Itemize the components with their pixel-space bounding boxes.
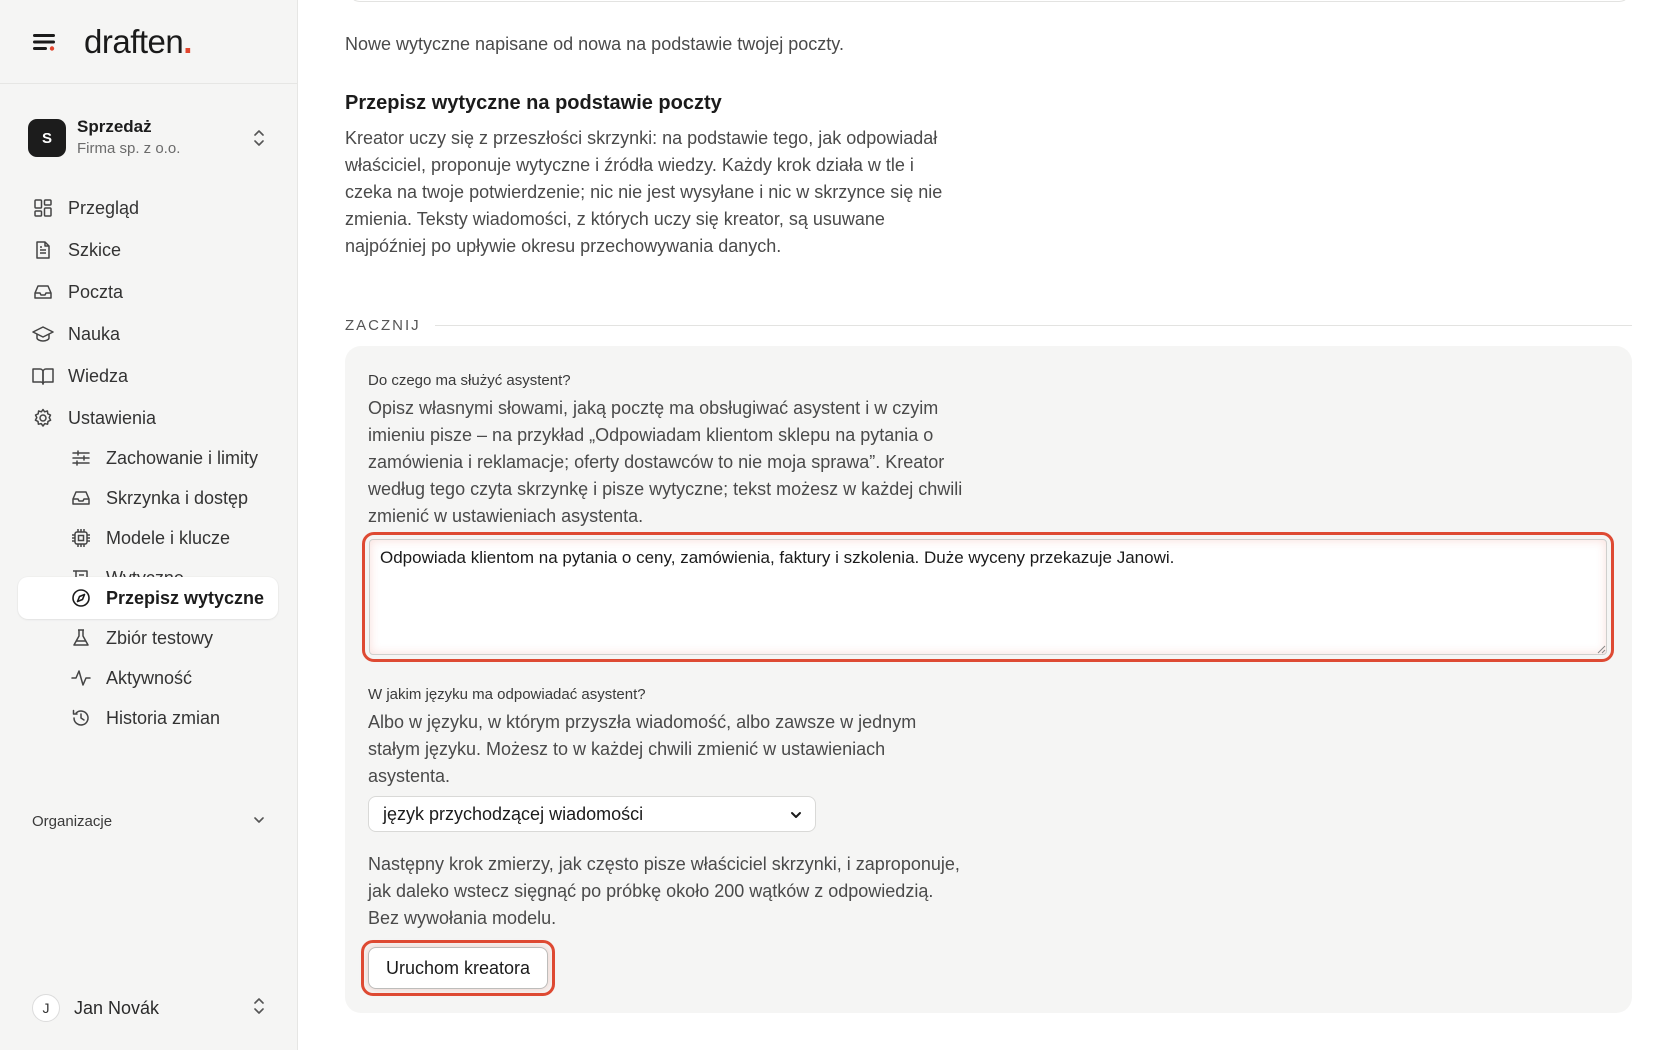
purpose-textarea[interactable] [369,539,1607,655]
sidebar-item-szkice[interactable] [18,229,278,271]
chevron-down-icon [252,812,266,830]
inbox-icon [70,487,92,509]
sidebar-item-label: Wiedza [68,365,129,386]
graduation-cap-icon [32,323,54,345]
chevron-down-icon [789,804,803,825]
compass-icon [70,587,92,609]
flask-icon [70,627,92,649]
sidebar-item-label: Przegląd [68,197,140,218]
divider-line [435,325,1632,326]
sidebar-item-label: Przepisz wytyczne [106,587,265,608]
sidebar-item-label: Zachowanie i limity [106,447,259,468]
purpose-help: Opisz własnymi słowami, jaką pocztę ma obsługiwać asystent i w czyim imieniu pisze – na przykład „Odpowiadam klientom sklepu na pytania o zamówienia i reklamacje; oferty dostawców to nie moja sprawa”. Kreator według tego czyta skrzynkę i pisze wytyczne; tekst możesz w każdej chwili zmienić w ustawieniach asystenta. [368,398,963,526]
sidebar-item-poczta[interactable] [18,271,278,313]
sidebar-item-zachowanie-i-limity[interactable] [18,437,278,479]
language-label: W jakim języku ma odpowiadać asystent? [368,686,646,703]
next-step-text: Następny krok zmierzy, jak często pisze właściciel skrzynki, i zaproponuje, jak daleko wstecz sięgnąć po próbkę około 200 wątków z odpowiedzią. Bez wywołania modelu. [368,854,960,928]
sidebar-item-label: Zbiór testowy [106,627,214,648]
sidebar-item-label: Historia zmian [106,707,221,728]
sidebar-item-aktywnosc[interactable] [18,657,278,699]
sidebar-item-label: Modele i klucze [106,527,231,548]
workspace-subtitle: Firma sp. z o.o. [77,140,181,157]
sidebar-item-modele-i-klucze[interactable] [18,517,278,559]
chevrons-up-down-icon [250,127,268,149]
gear-icon [32,407,54,429]
sidebar-item-label: Skrzynka i dostęp [106,487,249,508]
logo-text: draften [84,22,184,60]
chevrons-up-down-icon [252,996,266,1021]
resize-grip-icon[interactable] [1596,644,1606,654]
main-content [298,0,1680,1050]
chip-icon [70,527,92,549]
user-name: Jan Novák [74,997,160,1018]
sidebar-item-ustawienia[interactable] [18,397,278,439]
purpose-label: Do czego ma służyć asystent? [368,372,571,389]
user-menu[interactable] [32,992,266,1024]
run-wizard-button[interactable]: Uruchom kreatora [368,947,548,989]
language-select-value: język przychodzącej wiadomości [383,803,644,824]
wizard-form [345,346,1632,1013]
section-title: Przepisz wytyczne na podstawie poczty [345,92,722,114]
activity-icon [70,667,92,689]
sliders-icon [70,447,92,469]
sidebar-item-zbior-testowy[interactable] [18,617,278,659]
sidebar-item-label: Aktywność [106,667,193,688]
sidebar-item-skrzynka-i-dostep[interactable] [18,477,278,519]
sidebar-item-label: Ustawienia [68,407,157,428]
workspace-name: Sprzedaż [77,117,152,136]
sidebar [0,0,298,1050]
previous-card-edge [348,0,1631,2]
logo-dot: . [183,22,192,60]
start-label: ZACZNIJ [345,317,421,334]
intro-text: Nowe wytyczne napisane od nowa na podstawie twojej poczty. [345,34,844,54]
sidebar-item-historia-zmian[interactable] [18,697,278,739]
language-select[interactable] [368,796,816,832]
sidebar-item-przeglad[interactable] [18,187,278,229]
document-icon [32,239,54,261]
grid-icon [32,197,54,219]
book-open-icon [32,365,54,387]
sidebar-item-label: Poczta [68,281,124,302]
organizations-toggle[interactable] [32,808,266,834]
start-divider [345,317,1632,334]
menu-icon[interactable] [32,30,60,54]
sidebar-item-label: Szkice [68,239,122,260]
sidebar-item-label: Nauka [68,323,121,344]
brand-bar [0,0,297,84]
sidebar-item-nauka[interactable] [18,313,278,355]
history-icon [70,707,92,729]
sidebar-item-wiedza[interactable] [18,355,278,397]
sidebar-item-przepisz-wytyczne[interactable] [18,577,278,619]
logo[interactable] [84,23,192,61]
organizations-label: Organizacje [32,812,113,830]
language-help: Albo w języku, w którym przyszła wiadomość, albo zawsze w jednym stałym języku. Możesz to w każdej chwili zmienić w ustawieniach asystenta. [368,712,917,786]
inbox-icon [32,281,54,303]
section-description: Kreator uczy się z przeszłości skrzynki: na podstawie tego, jak odpowiadał właściciel, proponuje wytyczne i źródła wiedzy. Każdy krok działa w tle i czeka na twoje potwierdzenie; nic nie jest wysyłane i nic w skrzynce się nie zmienia. Teksty wiadomości, z których uczy się kreator, są usuwane najpóźniej po upływie okresu przechowywania danych. [345,128,943,256]
workspace-avatar: S [28,119,66,157]
workspace-switcher[interactable] [28,115,276,161]
user-avatar: J [32,994,60,1022]
